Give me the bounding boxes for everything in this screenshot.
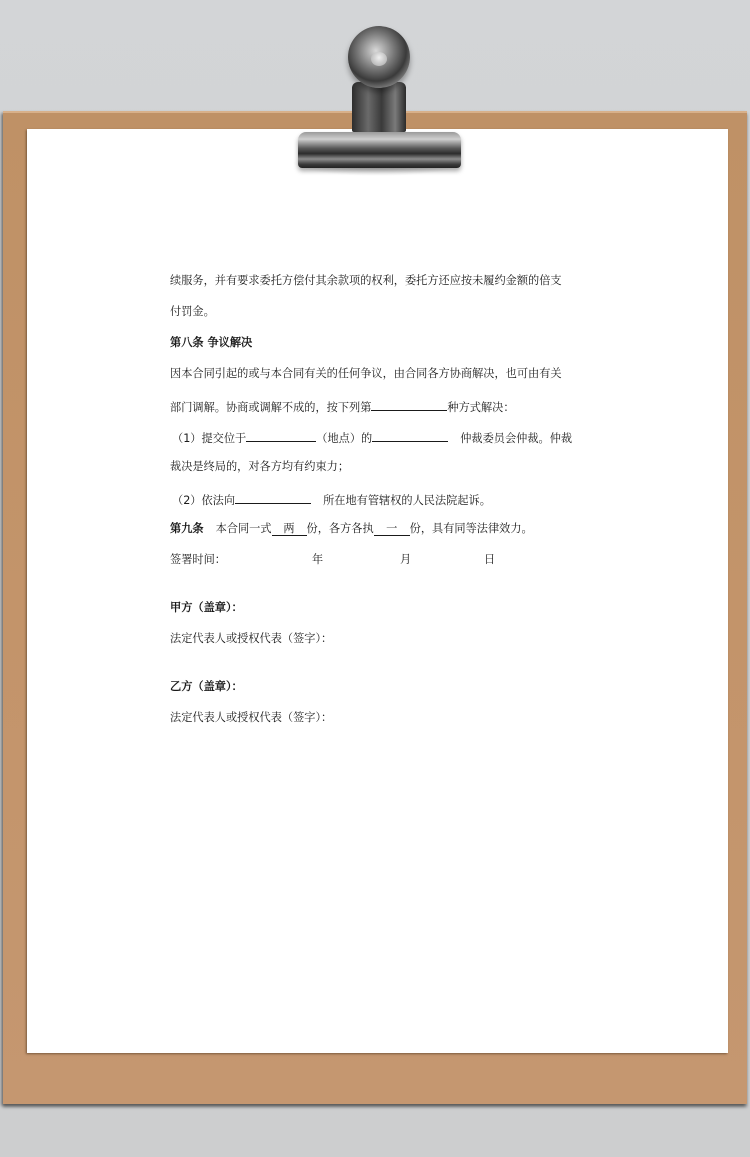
text: 份，具有同等法律效力。 (409, 522, 533, 535)
signing-month-label: 月 (400, 553, 412, 566)
signing-day-label: 日 (484, 553, 496, 566)
paragraph-line: 因本合同引起的或与本合同有关的任何争议，由合同各方协商解决，也可由有关 (170, 367, 562, 380)
text: 本合同一式 (215, 522, 272, 535)
paragraph-line (170, 398, 515, 415)
binder-clip-hole (371, 52, 387, 66)
copies-each-field[interactable]: 一 (374, 523, 410, 536)
signing-year-label: 年 (312, 553, 324, 566)
document-page (27, 129, 728, 1053)
article-9-line (170, 522, 533, 536)
party-b-title: 乙方（盖章）： (170, 680, 243, 693)
text: （1）提交位于 (172, 432, 247, 445)
text: 份，各方各执 (306, 522, 374, 535)
article-8-heading: 第八条 争议解决 (170, 336, 253, 349)
party-b-rep-label: 法定代表人或授权代表（签字）： (170, 711, 333, 724)
text: 所在地有管辖权的人民法院起诉。 (323, 494, 491, 507)
binder-clip-icon (298, 132, 461, 168)
arbitration-commission-blank[interactable] (372, 429, 448, 442)
option-1-line (172, 429, 572, 446)
method-number-blank[interactable] (371, 398, 447, 411)
article-9-heading: 第九条 (170, 522, 204, 535)
party-a-title: 甲方（盖章）： (170, 601, 243, 614)
text: 种方式解决： (447, 401, 515, 414)
paragraph-line: 续服务，并有要求委托方偿付其余款项的权利，委托方还应按未履约金额的倍支 (170, 274, 562, 287)
paragraph-line: 裁决是终局的，对各方均有约束力； (170, 460, 350, 473)
binder-clip-neck (352, 82, 406, 132)
text: 部门调解。协商或调解不成的，按下列第 (170, 401, 372, 414)
signing-date-label: 签署时间： (170, 553, 226, 566)
party-a-rep-label: 法定代表人或授权代表（签字）： (170, 632, 333, 645)
arbitration-location-blank[interactable] (246, 429, 316, 442)
total-copies-field[interactable]: 两 (272, 523, 307, 536)
text: （2）依法向 (172, 494, 236, 507)
court-location-blank[interactable] (235, 491, 311, 504)
paragraph-line: 付罚金。 (170, 305, 215, 318)
text: （地点）的 (316, 432, 373, 445)
text: 仲裁委员会仲裁。仲裁 (460, 432, 573, 445)
option-2-line (172, 491, 491, 508)
